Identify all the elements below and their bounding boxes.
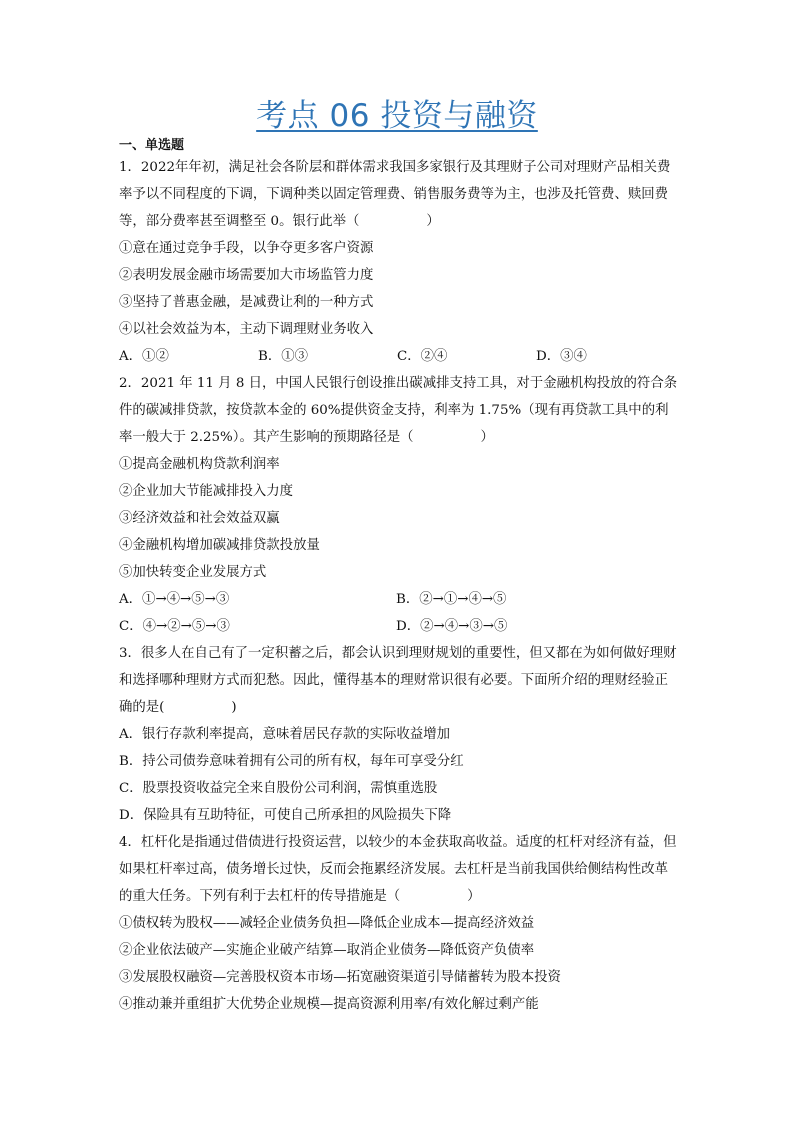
statement-item: ①意在通过竞争手段，以争夺更多客户资源 [119, 241, 374, 256]
statement-item: ③发展股权融资—完善股权资本市场—拓宽融资渠道引导储蓄转为股本投资 [119, 970, 561, 985]
statement-item: ①债权转为股权——减轻企业债务负担—降低企业成本—提高经济效益 [119, 916, 535, 931]
statement-item: ③坚持了普惠金融，是减费让利的一种方式 [119, 295, 374, 310]
choice-d: D．③④ [536, 349, 587, 364]
choice-c: C．④→②→⑤→③ [119, 619, 230, 634]
question-1 [119, 154, 681, 370]
question-stem: 2．2021 年 11 月 8 日，中国人民银行创设推出碳减排支持工具，对于金融机构投放的符合条件的碳减排贷款，按贷款本金的 60%提供资金支持，利率为 1.75%（现有再贷款工具中的利率一般大于 2.25%）。其产生影响的预期路径是（ ） [119, 376, 678, 445]
choice-a: A．银行存款利率提高，意味着居民存款的实际收益增加 [119, 727, 451, 742]
answer-choices [119, 586, 681, 640]
question-stem: 3．很多人在自己有了一定积蓄之后，都会认识到理财规划的重要性，但又都在为如何做好理财和选择哪种理财方式而犯愁。因此，懂得基本的理财常识很有必要。下面所介绍的理财经验正确的是( ) [119, 646, 677, 715]
choice-d: D．②→④→③→⑤ [396, 619, 508, 634]
choice-b: B．持公司债券意味着拥有公司的所有权，每年可享受分红 [119, 754, 464, 769]
page-title: 考点 06 投资与融资 [256, 98, 538, 134]
choice-d: D．保险具有互助特征，可使自己所承担的风险损失下降 [119, 808, 452, 823]
statement-item: ②表明发展金融市场需要加大市场监管力度 [119, 268, 374, 283]
answer-choices [119, 343, 681, 370]
choice-c: C．②④ [397, 349, 448, 364]
question-list [119, 154, 681, 1018]
question-3 [119, 640, 681, 829]
choice-b: B．②→①→④→⑤ [396, 592, 507, 607]
statement-item: ⑤加快转变企业发展方式 [119, 565, 267, 580]
statement-item: ②企业加大节能减排投入力度 [119, 484, 294, 499]
statement-item: ④推动兼并重组扩大优势企业规模—提高资源利用率/有效化解过剩产能 [119, 997, 539, 1012]
question-4 [119, 829, 681, 1018]
statement-item: ②企业依法破产—实施企业破产结算—取消企业债务—降低资产负债率 [119, 943, 535, 958]
statement-item: ④金融机构增加碳减排贷款投放量 [119, 538, 320, 553]
statement-item: ④以社会效益为本，主动下调理财业务收入 [119, 322, 374, 337]
question-stem: 1．2022年年初，满足社会各阶层和群体需求我国多家银行及其理财子公司对理财产品相关费率予以不同程度的下调，下调种类以固定管理费、销售服务费等为主，也涉及托管费、赎回费等，部分费率甚至调整至 0。银行此举（ ） [119, 160, 671, 229]
statement-item: ①提高金融机构贷款利润率 [119, 457, 280, 472]
choice-c: C．股票投资收益完全来自股份公司利润，需慎重选股 [119, 781, 438, 796]
question-2 [119, 370, 681, 640]
statement-item: ③经济效益和社会效益双赢 [119, 511, 280, 526]
question-stem: 4．杠杆化是指通过借债进行投资运营，以较少的本金获取高收益。适度的杠杆对经济有益，但如果杠杆率过高，债务增长过快，反而会拖累经济发展。去杠杆是当前我国供给侧结构性改革的重大任务。下列有利于去杠杆的传导措施是（ ） [119, 835, 677, 904]
choice-a: A．①→④→⑤→③ [119, 592, 230, 607]
section-heading: 一、单选题 [119, 138, 185, 153]
choice-b: B．①③ [258, 349, 309, 364]
choice-a: A．①② [119, 349, 169, 364]
